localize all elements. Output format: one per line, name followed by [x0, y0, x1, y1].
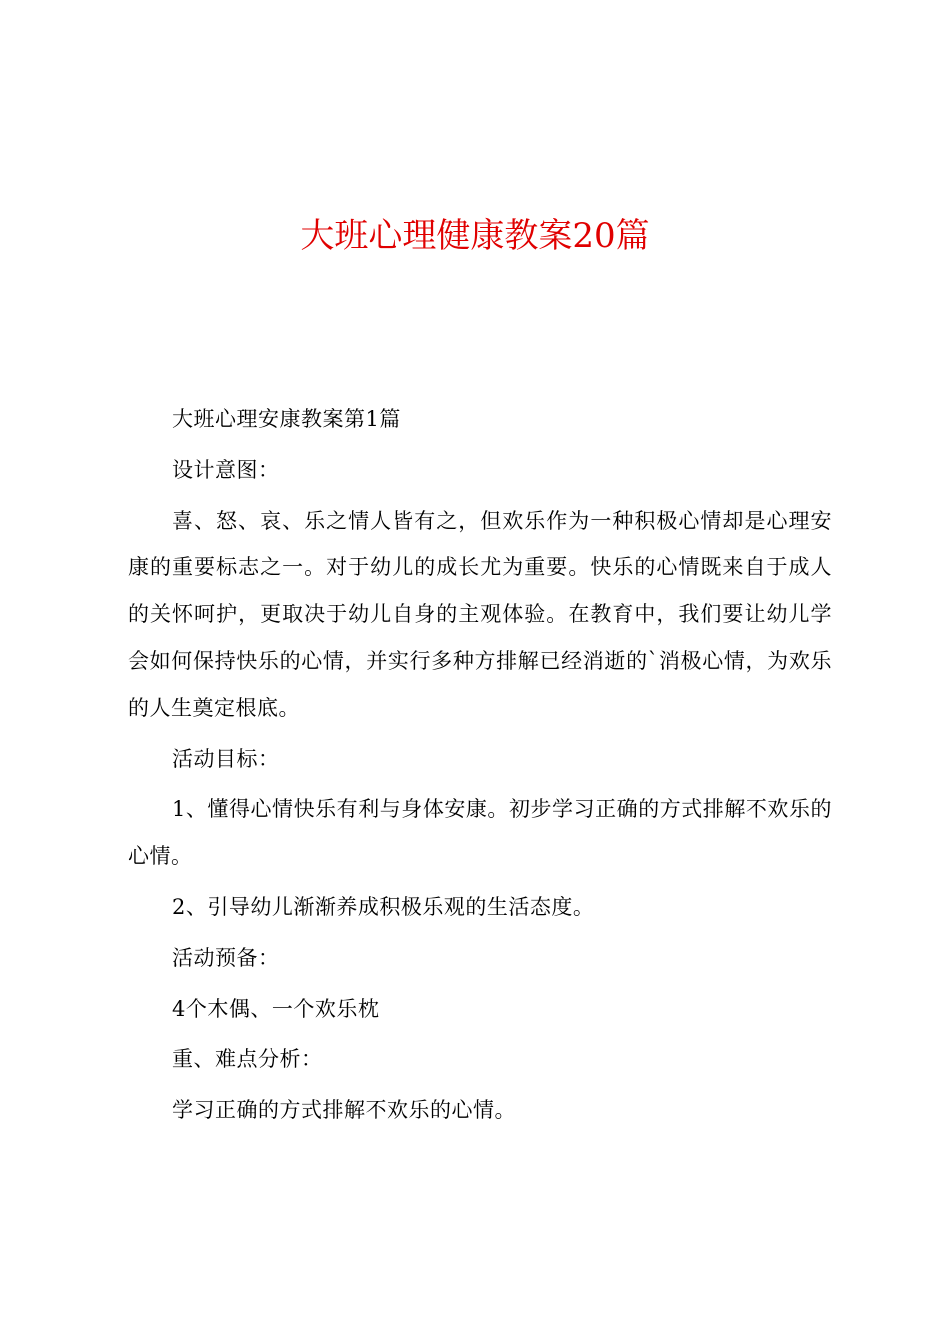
activity-goal-2: 2、引导幼儿渐渐养成积极乐观的生活态度。: [172, 894, 595, 919]
document-title: 大班心理健康教案20篇: [300, 216, 650, 256]
design-intent-paragraph: 喜、怒、哀、乐之情人皆有之，但欢乐作为一种积极心情却是心理安康的重要标志之一。对于幼儿的成长尤为重要。快乐的心情既来自于成人的关怀呵护，更取决于幼儿自身的主观体验。在教育中，我们要让幼儿学会如何保持快乐的心情，并实行多种方排解已经消逝的`消极心情，为欢乐的人生奠定根底。: [128, 508, 832, 720]
key-points-text: 学习正确的方式排解不欢乐的心情。: [172, 1098, 516, 1123]
activity-prep-heading: 活动预备：: [172, 945, 280, 970]
activity-prep-items: 4个木偶、一个欢乐枕: [172, 996, 380, 1021]
key-points-heading: 重、难点分析：: [172, 1047, 323, 1072]
document-body: [128, 396, 832, 1138]
activity-goal-1: 1、懂得心情快乐有利与身体安康。初步学习正确的方式排解不欢乐的心情。: [128, 797, 832, 869]
design-intent-heading: 设计意图：: [172, 457, 280, 482]
activity-goals-heading: 活动目标：: [172, 746, 280, 771]
lesson-heading: 大班心理安康教案第1篇: [172, 407, 401, 431]
